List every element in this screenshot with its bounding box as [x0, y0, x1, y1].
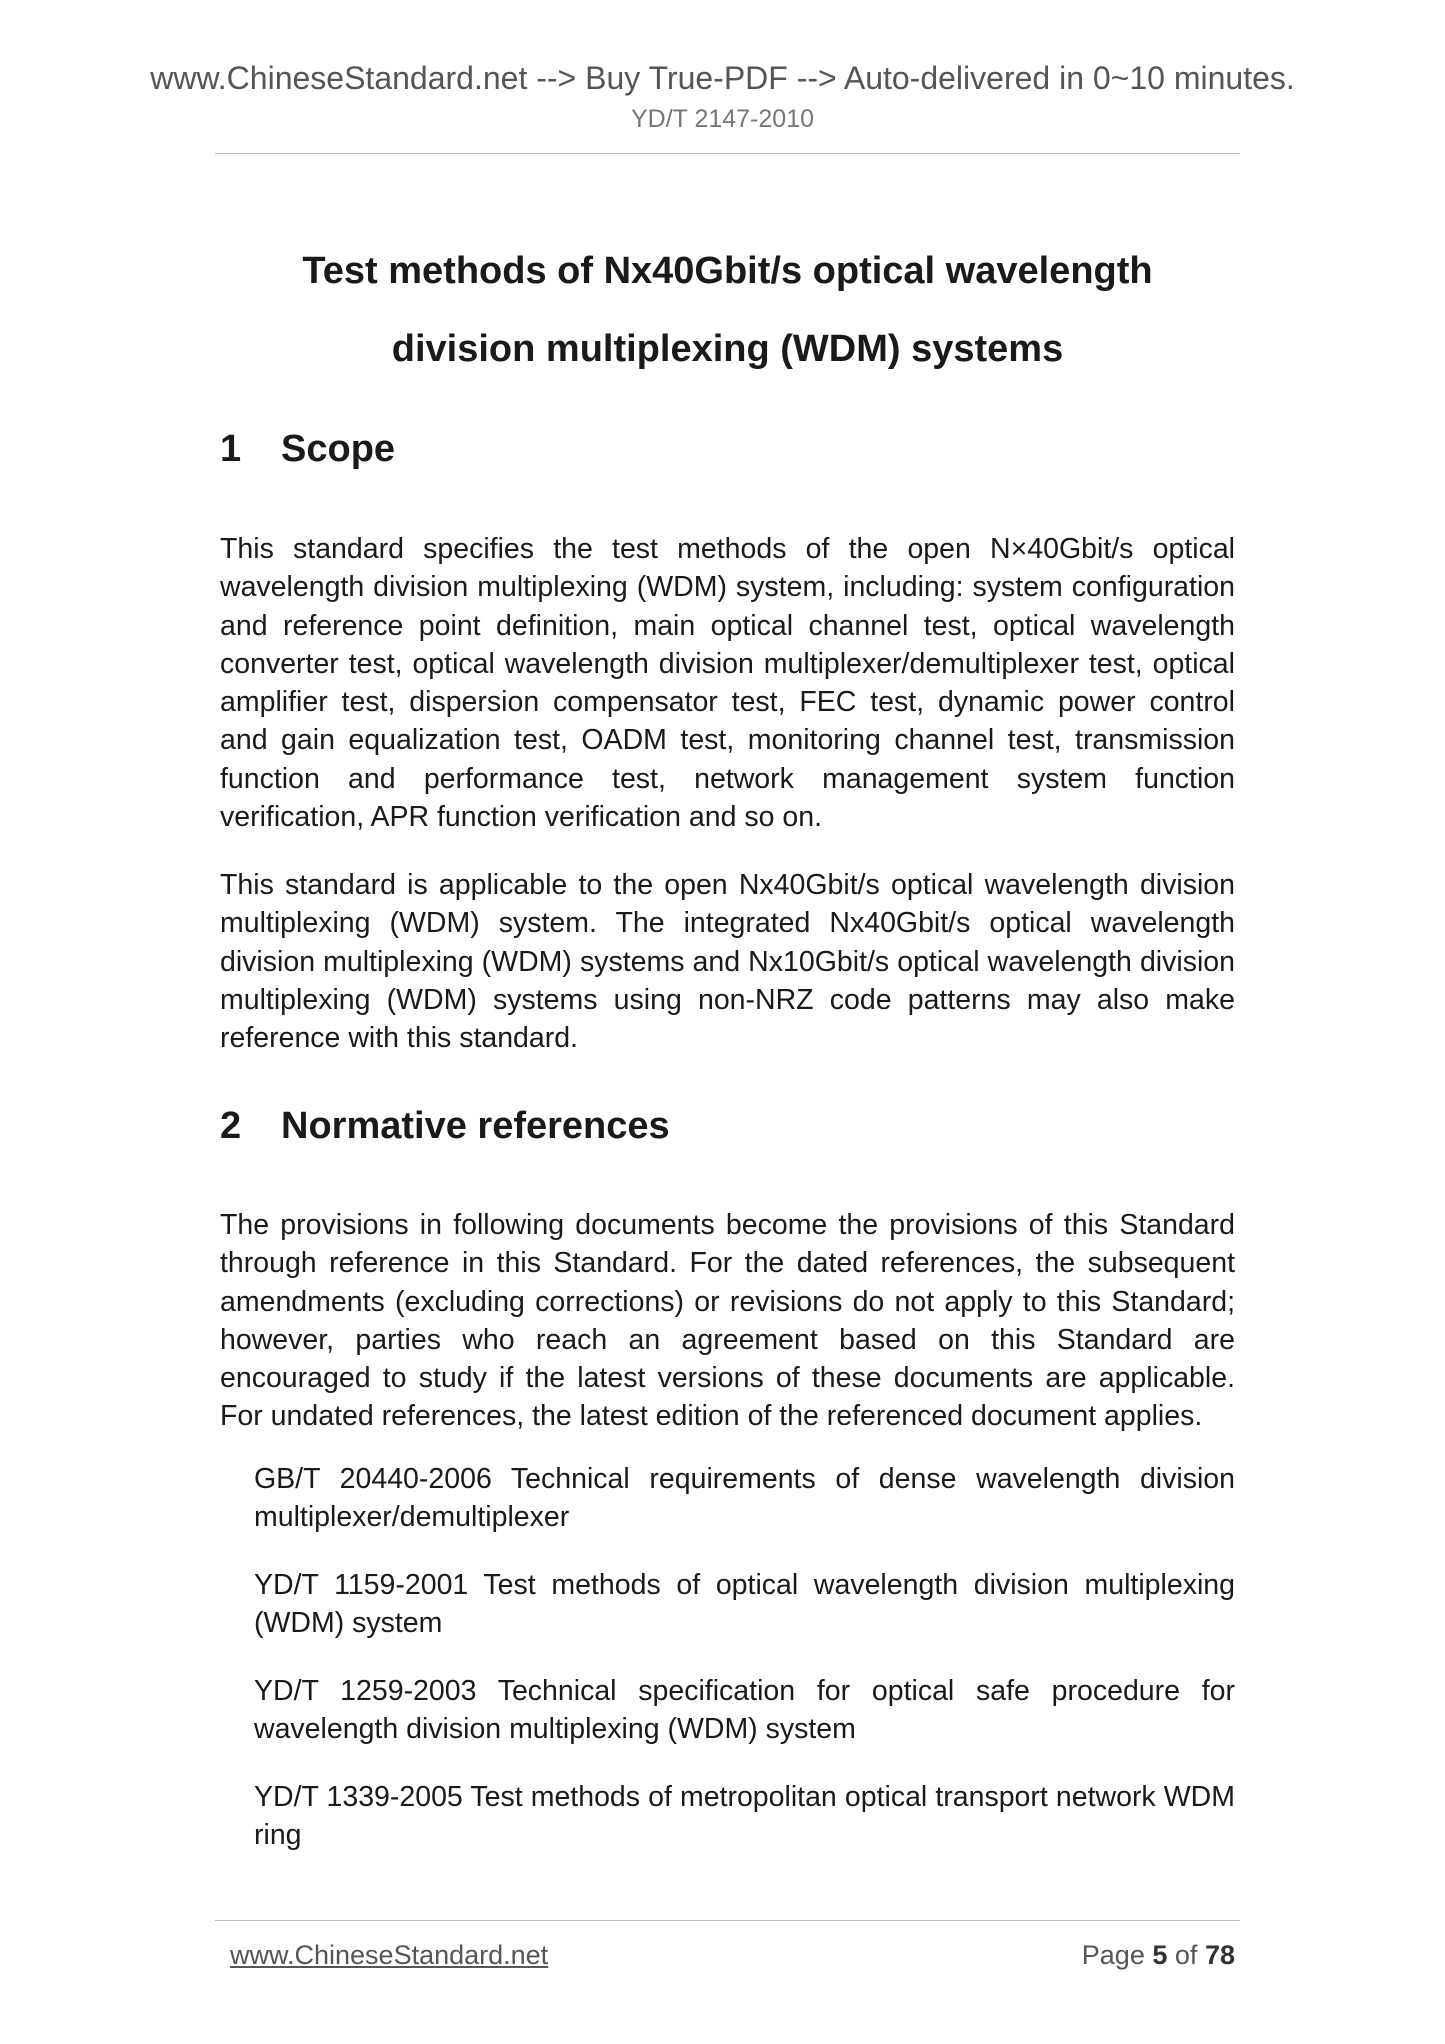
footer-site-link[interactable]: www.ChineseStandard.net — [230, 1940, 549, 1970]
section-1-number: 1 — [220, 428, 242, 470]
reference-item: GB/T 20440-2006 Technical requirements of dense wavelength division multiplexer/demultiplexer — [254, 1463, 1235, 1534]
header-divider — [215, 153, 1240, 154]
reference-item: YD/T 1259-2003 Technical specification for optical safe procedure for wavelength division multiplexing (WDM) system — [254, 1675, 1235, 1746]
title-line-2: division multiplexing (WDM) systems — [391, 328, 1064, 370]
footer-divider — [215, 1920, 1240, 1921]
page-number — [1082, 1938, 1235, 1972]
section-1-title: Scope — [281, 428, 396, 470]
page-total: 78 — [1204, 1940, 1235, 1970]
scope-paragraph-2: This standard is applicable to the open Nx40Gbit/s optical wavelength division multiplexing (WDM) system. The integrated Nx40Gbit/s optical wavelength division multiplexing (WDM) systems and Nx10Gbit/s optical wavelength division multiplexing (WDM) systems using non-NRZ code patterns may also make reference with this standard. — [220, 869, 1235, 1055]
document-title — [215, 232, 1240, 388]
reference-item: YD/T 1339-2005 Test methods of metropolitan optical transport network WDM ring — [254, 1781, 1235, 1852]
section-2-number: 2 — [220, 1105, 242, 1147]
reference-item: YD/T 1159-2001 Test methods of optical wavelength division multiplexing (WDM) system — [254, 1569, 1235, 1640]
scope-paragraph-1: This standard specifies the test methods of the open N×40Gbit/s optical wavelength division multiplexing (WDM) system, including: system configuration and reference point definition, main optical channel test, optical wavelength converter test, optical wavelength division multiplexer/demultiplexer test, optical amplifier test, dispersion compensator test, FEC test, dynamic power control and gain equalization test, OADM test, monitoring channel test, transmission function and performance test, network management system function verification, APR function verification and so on. — [220, 533, 1235, 834]
standard-code-header: YD/T 2147-2010 — [631, 105, 814, 133]
section-2-title: Normative references — [281, 1105, 670, 1147]
top-banner: www.ChineseStandard.net --> Buy True-PDF --> Auto-delivered in 0~10 minutes. — [150, 60, 1295, 96]
page-of: of — [1174, 1940, 1198, 1970]
page-prefix: Page — [1081, 1940, 1145, 1970]
references-intro-paragraph: The provisions in following documents become the provisions of this Standard through reference in this Standard. For the dated references, the subsequent amendments (excluding corrections) or revisions do not apply to this Standard; however, parties who reach an agreement based on this Standard are encouraged to study if the latest versions of these documents are applicable. For undated references, the latest edition of the referenced document applies. — [220, 1209, 1235, 1433]
title-line-1: Test methods of Nx40Gbit/s optical wavelength — [302, 250, 1153, 292]
section-1-heading — [220, 425, 395, 473]
page-current: 5 — [1152, 1940, 1168, 1970]
section-2-heading — [220, 1102, 670, 1150]
